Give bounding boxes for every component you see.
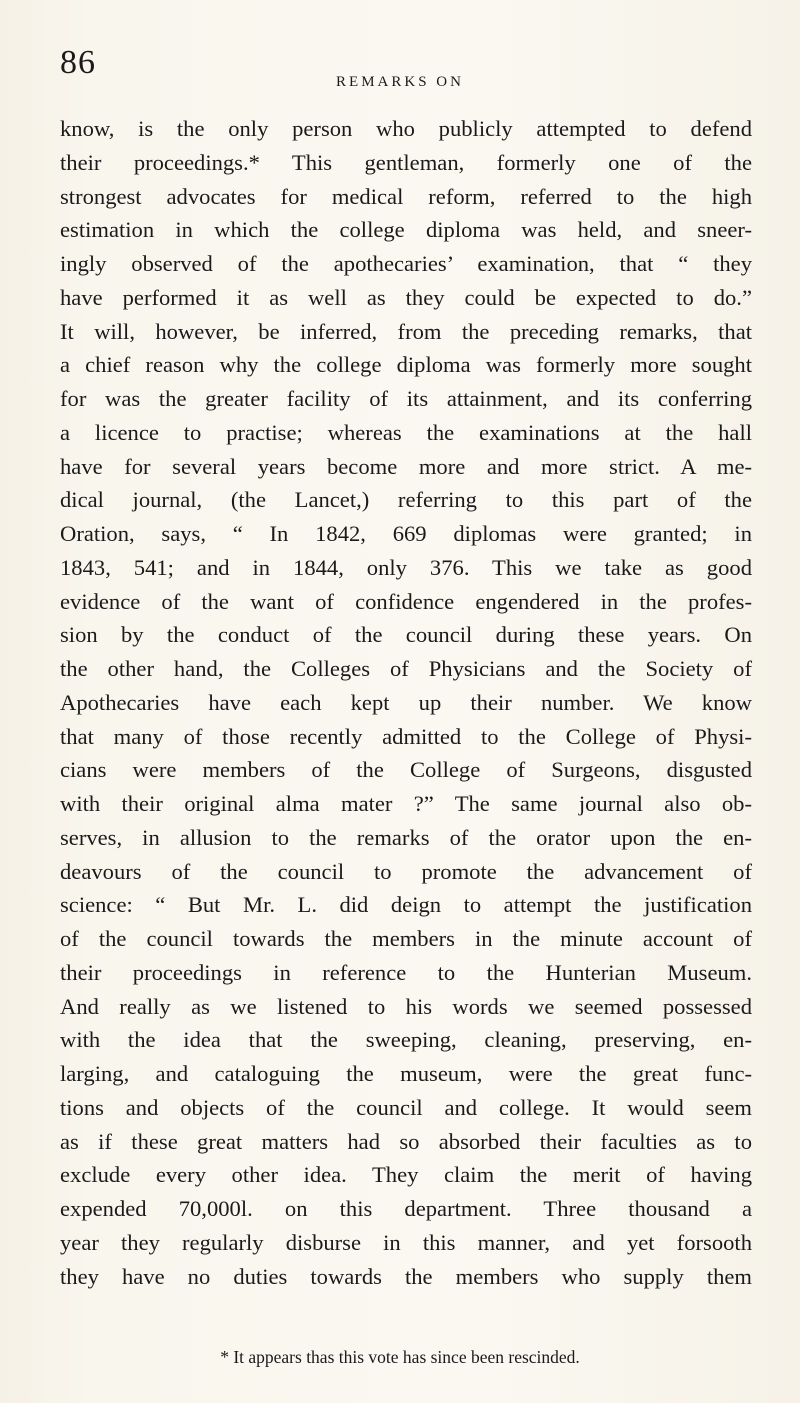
text-line: science: “ But Mr. L. did deign to attempt the justification: [60, 892, 752, 918]
text-line: It will, however, be inferred, from the preceding remarks, that: [60, 318, 752, 344]
text-line: sion by the conduct of the council during these years. On: [60, 622, 752, 648]
text-line: exclude every other idea. They claim the merit of having: [60, 1162, 752, 1188]
text-line: have for several years become more and more strict. A me-: [60, 453, 752, 479]
text-line: year they regularly disburse in this manner, and yet forsooth: [60, 1229, 752, 1255]
text-line: Apothecaries have each kept up their number. We know: [60, 689, 752, 715]
text-line: a licence to practise; whereas the examinations at the hall: [60, 419, 752, 445]
running-head: [0, 38, 800, 98]
text-line: with the idea that the sweeping, cleaning, preserving, en-: [60, 1027, 752, 1053]
text-line: And really as we listened to his words we seemed possessed: [60, 993, 752, 1019]
text-line: of the council towards the members in the minute account of: [60, 926, 752, 951]
text-line: their proceedings in reference to the Hunterian Museum.: [60, 959, 752, 985]
page-number: 86: [60, 44, 96, 81]
text-line: strongest advocates for medical reform, referred to the high: [60, 183, 752, 209]
text-line: with their original alma mater ?” The same journal also ob-: [60, 791, 752, 816]
text-line: estimation in which the college diploma was held, and sneer-: [60, 217, 752, 243]
text-line: as if these great matters had so absorbed their faculties as to: [60, 1128, 752, 1154]
text-line: for was the greater facility of its attainment, and its conferring: [60, 386, 752, 411]
text-line: 1843, 541; and in 1844, only 376. This we take as good: [60, 554, 752, 580]
text-line: deavours of the council to promote the advancement of: [60, 858, 752, 884]
text-line: they have no duties towards the members who supply them: [60, 1263, 752, 1289]
text-line: a chief reason why the college diploma was formerly more sought: [60, 352, 752, 378]
footnote: * It appears thas this vote has since been rescinded.: [220, 1347, 580, 1367]
text-line: cians were members of the College of Surgeons, disgusted: [60, 757, 752, 783]
body-text: [60, 112, 752, 1293]
text-line: evidence of the want of confidence engendered in the profes-: [60, 588, 752, 614]
text-line: Oration, says, “ In 1842, 669 diplomas were granted; in: [60, 521, 752, 546]
text-line: have performed it as well as they could be expected to do.”: [60, 284, 752, 310]
text-line: the other hand, the Colleges of Physicians and the Society of: [60, 656, 752, 681]
text-line: dical journal, (the Lancet,) referring to this part of the: [60, 487, 752, 513]
text-line: expended 70,000l. on this department. Three thousand a: [60, 1196, 752, 1221]
text-line: that many of those recently admitted to the College of Physi-: [60, 723, 752, 749]
text-line: ingly observed of the apothecaries’ examination, that “ they: [60, 251, 752, 276]
text-line: tions and objects of the council and college. It would seem: [60, 1094, 752, 1120]
running-title: REMARKS ON: [336, 74, 464, 90]
text-line: serves, in allusion to the remarks of the orator upon the en-: [60, 824, 752, 850]
text-line: larging, and cataloguing the museum, were the great func-: [60, 1061, 752, 1086]
text-line: know, is the only person who publicly attempted to defend: [60, 116, 752, 141]
text-line: their proceedings.* This gentleman, formerly one of the: [60, 149, 752, 175]
